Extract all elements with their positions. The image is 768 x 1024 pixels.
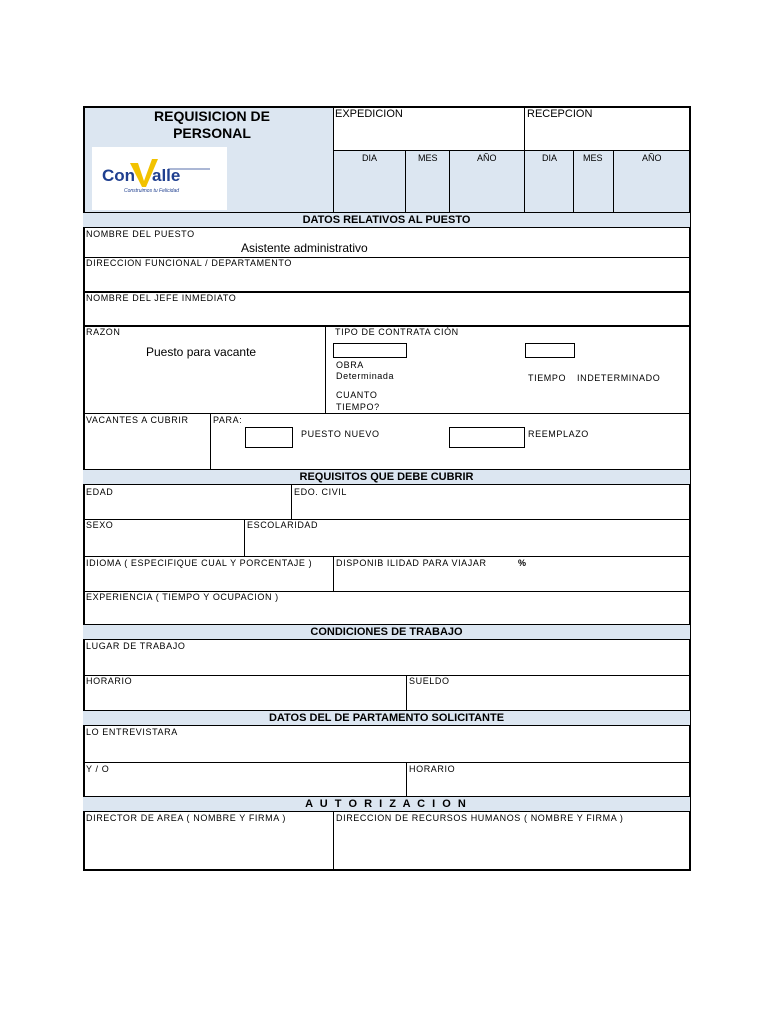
recepcion-label: RECEPCION	[527, 108, 593, 120]
tipo-contrata-label: TIPO DE CONTRATA CIÓN	[335, 327, 459, 337]
recepcion-dia-label: DIA	[542, 153, 558, 163]
row-divider	[84, 762, 690, 763]
col-divider	[244, 519, 245, 556]
col-divider	[406, 675, 407, 710]
disponibilidad-label: DISPONIB ILIDAD PARA VIAJAR	[336, 558, 487, 568]
section-header-autorizacion: A U T O R I Z A C I O N	[83, 796, 690, 812]
sueldo-label: SUELDO	[409, 676, 450, 686]
page-title	[90, 108, 334, 142]
vacantes-label: VACANTES A CUBRIR	[86, 415, 189, 425]
col-divider	[333, 556, 334, 591]
section-header-puesto: DATOS RELATIVOS AL PUESTO	[83, 212, 690, 228]
recepcion-mes-label: MES	[583, 153, 603, 163]
section-header-requisitos: REQUISITOS QUE DEBE CUBRIR	[83, 469, 690, 485]
nombre-puesto-value[interactable]: Asistente administrativo	[241, 241, 368, 255]
row-divider	[84, 413, 690, 414]
row-divider	[84, 675, 690, 676]
entrevistara-label: LO ENTREVISTARA	[86, 727, 178, 737]
obra-label: OBRA	[336, 360, 364, 370]
nombre-puesto-label: NOMBRE DEL PUESTO	[86, 229, 195, 239]
section-header-condiciones: CONDICIONES DE TRABAJO	[83, 624, 690, 640]
svg-text:Con: Con	[102, 166, 136, 185]
tiempo-label: TIEMPO	[528, 373, 567, 383]
page-title-line2: PERSONAL	[173, 125, 251, 141]
recursos-humanos-label: DIRECCION DE RECURSOS HUMANOS ( NOMBRE Y FIRMA )	[336, 813, 624, 823]
edo-civil-label: EDO. CIVIL	[294, 487, 348, 497]
svg-text:Construimos tu Felicidad: Construimos tu Felicidad	[124, 188, 180, 194]
sexo-label: SEXO	[86, 520, 114, 530]
director-area-label: DIRECTOR DE AREA ( NOMBRE Y FIRMA )	[86, 813, 287, 823]
edad-label: EDAD	[86, 487, 114, 497]
col-divider	[406, 762, 407, 796]
expedicion-dia-label: DIA	[362, 153, 378, 163]
experiencia-label: EXPERIENCIA ( TIEMPO Y OCUPACION )	[86, 592, 279, 602]
expedicion-label: EXPEDICION	[335, 108, 403, 120]
jefe-inmediato-label: NOMBRE DEL JEFE INMEDIATO	[86, 293, 237, 303]
page-title-line1: REQUISICION DE	[154, 108, 270, 124]
date-divider	[573, 151, 574, 212]
idioma-label: IDIOMA ( ESPECIFIQUE CUAL Y PORCENTAJE )	[86, 558, 313, 568]
determinada-label: Determinada	[336, 371, 395, 381]
recepcion-anio-label: AÑO	[642, 153, 662, 163]
lugar-trabajo-label: LUGAR DE TRABAJO	[86, 641, 186, 651]
para-label: PARA:	[213, 415, 243, 425]
col-divider	[333, 812, 334, 869]
tiempo-indeterminado-checkbox[interactable]	[525, 343, 575, 358]
logo-mark-icon	[92, 147, 227, 210]
razon-label: RAZON	[86, 327, 121, 337]
expedicion-mes-label: MES	[418, 153, 438, 163]
company-logo	[92, 147, 227, 210]
expedicion-anio-label: AÑO	[477, 153, 497, 163]
col-divider	[325, 326, 326, 414]
col-divider	[210, 414, 211, 469]
escolaridad-label: ESCOLARIDAD	[247, 520, 319, 530]
razon-value[interactable]: Puesto para vacante	[146, 345, 257, 359]
reemplazo-checkbox[interactable]	[449, 427, 525, 448]
percent-label: %	[518, 558, 527, 568]
horario-entrevista-label: HORARIO	[409, 764, 456, 774]
row-divider	[84, 556, 690, 557]
reemplazo-label: REEMPLAZO	[528, 429, 589, 439]
horario-label: HORARIO	[86, 676, 133, 686]
puesto-nuevo-checkbox[interactable]	[245, 427, 293, 448]
section-header-departamento: DATOS DEL DE PARTAMENTO SOLICITANTE	[83, 710, 690, 726]
direccion-funcional-label: DIRECCION FUNCIONAL / DEPARTAMENTO	[86, 258, 292, 268]
col-divider	[291, 485, 292, 519]
cuanto-label: CUANTO	[336, 390, 378, 400]
date-divider	[405, 151, 406, 212]
puesto-nuevo-label: PUESTO NUEVO	[301, 429, 380, 439]
yo-label: Y / O	[86, 764, 110, 774]
indeterminado-label: INDETERMINADO	[577, 373, 661, 383]
date-divider	[449, 151, 450, 212]
svg-text:alle: alle	[152, 166, 181, 185]
row-divider	[84, 519, 690, 520]
date-divider	[613, 151, 614, 212]
tiempo-question-label: TIEMPO?	[336, 402, 380, 412]
obra-determinada-checkbox[interactable]	[333, 343, 407, 358]
